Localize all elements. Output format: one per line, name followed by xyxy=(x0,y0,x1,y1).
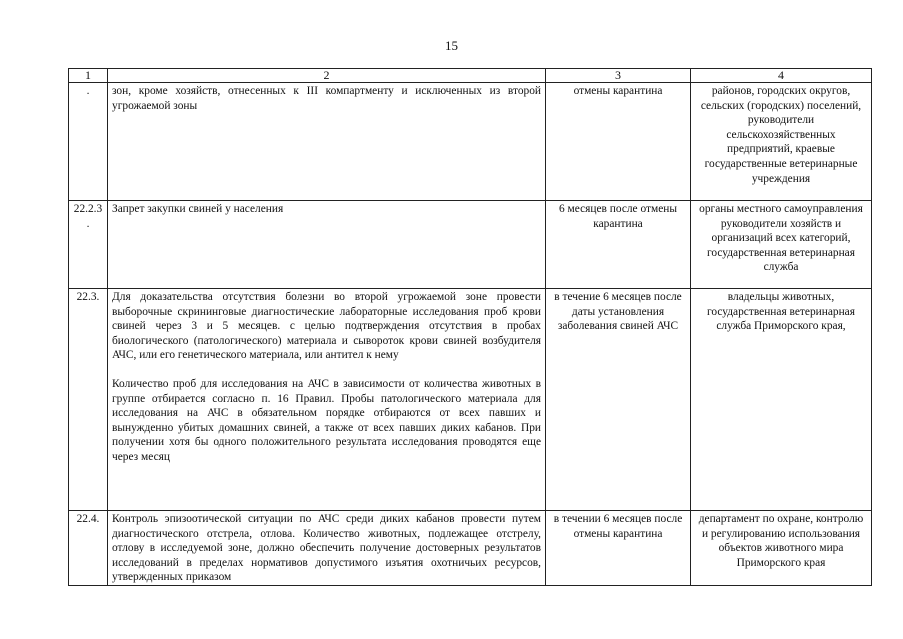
row-number: 22.3. xyxy=(69,289,108,511)
page-number: 15 xyxy=(445,38,458,53)
header-col-4: 4 xyxy=(691,69,872,83)
term-cell: в течение 6 месяцев после даты установления заболевания свиней АЧС xyxy=(546,289,691,511)
measure-cell xyxy=(108,511,546,586)
responsible-cell: владельцы животных, государственная ветеринарная служба Приморского края, xyxy=(691,289,872,511)
measure-text: Запрет закупки свиней у населения xyxy=(112,203,284,215)
measure-cell xyxy=(108,201,546,289)
table-row xyxy=(69,511,872,586)
header-col-3: 3 xyxy=(546,69,691,83)
term-cell: 6 месяцев после отмены карантина xyxy=(546,201,691,289)
term-cell: отмены карантина xyxy=(546,83,691,201)
measure-text: зон, кроме хозяйств, отнесенных к III компартменту и исключенных из второй угрожаемой зоны xyxy=(112,85,541,112)
table-row xyxy=(69,83,872,201)
measure-cell xyxy=(108,83,546,201)
table-row xyxy=(69,201,872,289)
responsible-cell: органы местного самоуправления руководители хозяйств и организаций всех категорий, государственная ветеринарная служба xyxy=(691,201,872,289)
row-number: 22.4. xyxy=(69,511,108,586)
measure-cell xyxy=(108,289,546,511)
header-col-1: 1 xyxy=(69,69,108,83)
header-row xyxy=(69,69,872,83)
measure-text: Контроль эпизоотической ситуации по АЧС среди диких кабанов провести путем диагностического отстрела, отлова. Количество животных, подлежащее отстрелу, отлову в исследуемой зоне, должно обеспечить получение достоверных результатов исследований в пределах нормативов допустимого изъятия охотничьих ресурсов, утвержденных приказом xyxy=(112,513,541,584)
row-number: . xyxy=(69,83,108,201)
term-cell: в течении 6 месяцев после отмены карантина xyxy=(546,511,691,586)
header-col-2: 2 xyxy=(108,69,546,83)
measure-text: Количество проб для исследования на АЧС в зависимости от количества животных в группе отбирается согласно п. 16 Правил. Пробы патологического материала для исследования на АЧС в обязательном порядке отбираются от всех павших и вынужденно убитых домашних свиней, а также от всех павших диких кабанов. При получении хотя бы одного положительного результата исследования проводятся еще через месяц xyxy=(112,377,541,463)
responsible-cell: департамент по охране, контролю и регулированию использования объектов животного мира Приморского края xyxy=(691,511,872,586)
measures-table xyxy=(68,68,872,586)
responsible-cell: районов, городских округов, сельских (городских) поселений, руководители сельскохозяйственных предприятий, краевые государственные ветеринарные учреждения xyxy=(691,83,872,201)
measure-text: Для доказательства отсутствия болезни во второй угрожаемой зоне провести выборочные скрининговые диагностические лабораторные исследования проб крови свиней через 3 и 5 месяцев. с целью подтверждения отсутствия в пробах биологического (патологического) материала и сывороток крови свиней возбудителя АЧС, или его генетического материала, или антител к нему xyxy=(112,291,541,362)
table-row xyxy=(69,289,872,511)
row-number: 22.2.3 . xyxy=(69,201,108,289)
